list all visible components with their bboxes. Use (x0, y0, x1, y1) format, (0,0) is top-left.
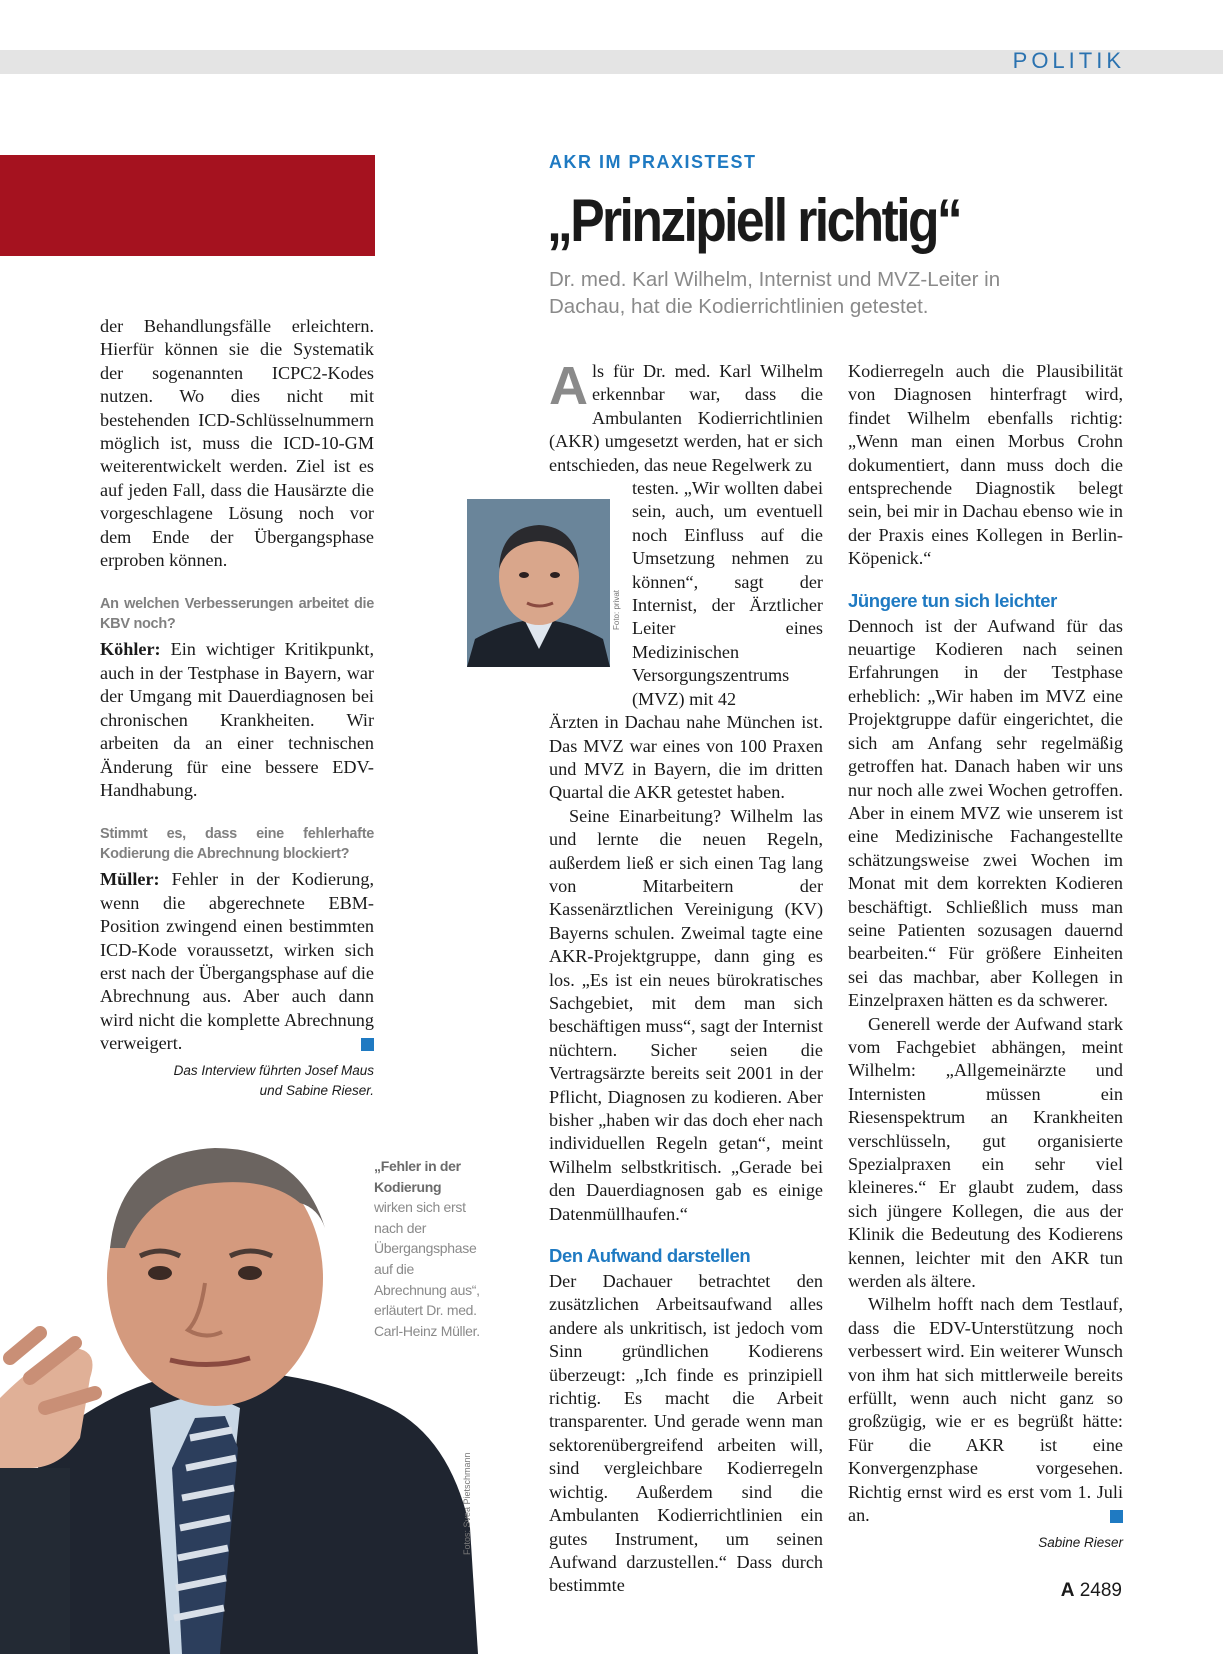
interview-credit (100, 1061, 374, 1101)
paragraph-1b-text: testen. „Wir wollten dabei sein, auch, um eventuell noch Einfluss auf die Umsetzung nehmen zu können“, sagt der Internist, der Ärztlicher Leiter eines Medizinischen Versorgungszentrums (MVZ) mit 42 (632, 478, 823, 709)
pull-quote-lead: „Fehler in der Kodierung (374, 1158, 461, 1195)
article-paragraph-4: Kodierregeln auch die Plausibilität von Diagnosen hinterfragt wird, findet Wilhelm ebenfalls richtig: „Wenn man einen Morbus Crohn dokumentiert, dann muss doch die entsprechende Diagnostik belegt sein, bei mir in Dachau ebenso wie in der Praxis eines Kollegen in Berlin-Köpenick.“ (848, 361, 1123, 569)
article-author: Sabine Rieser (1038, 1534, 1123, 1550)
page-number (1061, 1580, 1122, 1602)
article-paragraph-1a (549, 356, 823, 477)
answer-2-text: Fehler in der Kodierung, wenn die abgerechnete EBM-Position zwingend einen bestimmten ICD-Kode voraussetzt, wirken sich erst nach der Übergangsphase auf die Abrechnung aus. Aber auch dann wird nicht die komplette Abrechnung verweigert. (100, 869, 374, 1054)
credit-line-1: Das Interview führten Josef Maus (173, 1062, 374, 1078)
end-mark-icon (1110, 1510, 1123, 1523)
answer-1-text: Ein wichtiger Kritikpunkt, auch in der Testphase in Bayern, war der Umgang mit Dauerdiagnosen bei chronischen Krankheiten. Wir arbeiten da an einer technischen Änderung für eine bessere EDV-Handhabung. (100, 639, 374, 800)
section-label: POLITIK (1012, 48, 1125, 73)
interview-column (100, 315, 374, 1101)
question-2: Stimmt es, dass eine fehlerhafte Kodierung die Abrechnung blockiert? (100, 826, 374, 863)
article-column-1 (549, 356, 823, 1598)
page-number-value: 2489 (1079, 1580, 1122, 1601)
credit-line-2: und Sabine Rieser. (259, 1082, 374, 1098)
speaker-mueller: Müller: (100, 869, 160, 890)
speaker-koehler: Köhler: (100, 639, 161, 660)
photo-credit-main: Fotos: Svea Pietschmann (462, 1452, 472, 1555)
article-paragraph-6: Generell werde der Aufwand stark vom Fachgebiet abhängen, meint Wilhelm: „Allgemeinärzte und Internisten müssen ein Riesenspektrum an Krankheiten verschlüsseln, gut organisierte Spezialpraxen ein sehr viel kleineres.“ Er glaubt zudem, dass sich jüngere Kollegen, die aus der Klinik die Bedeutung des Kodierens kennen, leichter mit den AKR tun werden als ältere. (848, 1013, 1123, 1292)
answer-1 (100, 638, 374, 802)
article-title: „Prinzipiell richtig“ (547, 187, 961, 254)
article-paragraph-2: Seine Einarbeitung? Wilhelm las und lernte die neuen Regeln, außerdem ließ er sich einen Tag lang von Mitarbeitern der Kassenärztlichen Vereinigung (KV) Bayerns schulen. Zweimal tagte eine AKR-Projektgruppe, dann ging es los. „Es ist ein neues bürokratisches Sachgebiet, mit dem man sich beschäftigen muss“, sagt der Internist nüchtern. Sicher seien die Vertragsärzte bereits seit 2001 in der Pflicht, Diagnosen zu kodieren. Aber bisher „haben wir das doch eher nach individuellen Regeln getan“, meint Wilhelm selbstkritisch. „Gerade bei den Dauerdiagnosen gab es einige Datenmüllhaufen.“ (549, 805, 823, 1224)
article-kicker: AKR IM PRAXISTEST (549, 152, 757, 172)
drop-cap: A (549, 356, 588, 416)
answer-2 (100, 868, 374, 1055)
pull-quote (374, 1156, 480, 1341)
article-subtitle: Dr. med. Karl Wilhelm, Internist und MVZ-Leiter in Dachau, hat die Kodierrichtlinien getestet. (549, 268, 1001, 318)
article-paragraph-3: Der Dachauer betrachtet den zusätzlichen Arbeitsaufwand alles andere als unkritisch, ist jedoch vom Sinn gründlichen Kodierens überzeugt: „Ich finde es prinzipiell richtig. Es macht die Arbeit transparenter. Und gerade wenn man sektorenübergreifend arbeiten will, sind vergleichbare Kodierregeln wichtig. Außerdem sind die Ambulanten Kodierrichtlinien ein gutes Instrument, um seinen Aufwand darzustellen.“ Dass durch bestimmte (549, 1271, 823, 1596)
article-paragraph-1b (632, 477, 823, 711)
question-1: An welchen Verbesserungen arbeitet die KBV noch? (100, 596, 374, 633)
pull-quote-text: wirken sich erst nach der Übergangsphase auf die Abrechnung aus“, erläutert Dr. med. Carl-Heinz Müller. (374, 1199, 480, 1339)
article-paragraph-1c: Ärzten in Dachau nahe München ist. Das MVZ war eines von 100 Praxen und MVZ in Bayern, die im dritten Quartal die AKR getestet haben. (549, 712, 823, 803)
interview-intro: der Behandlungsfälle erleichtern. Hierfür können sie die Systematik der sogenannten ICPC2-Kodes nutzen. Wo dies nicht mit bestehenden ICD-Schlüsselnummern möglich ist, muss die ICD-10-GM weiterentwickelt werden. Ziel ist es auf jeden Fall, dass die Hausärzte die vorgeschlagene Lösung noch vor dem Ende der Übergangsphase erproben können. (100, 316, 374, 571)
journal-letter: A (1060, 1580, 1075, 1601)
red-color-block (0, 155, 375, 256)
article-column-2 (848, 360, 1123, 1553)
end-mark-icon (361, 1038, 374, 1051)
subheading-juengere: Jüngere tun sich leichter (848, 589, 1057, 611)
article-paragraph-5: Dennoch ist der Aufwand für das neuartige Kodieren nach seinen Erfahrungen in der Testphase erheblich: „Wir haben im MVZ eine Projektgruppe dafür eingerichtet, die sich am Anfang sehr regelmäßig getroffen hat. Danach haben wir uns nur noch alle zwei Wochen getroffen. Aber in einem MVZ wie unserem ist eine Medizinische Fachangestellte schätzungsweise zwei Wochen im Monat mit dem korrekten Kodieren beschäftigt. Schließlich muss man seine Patienten sozusagen dauernd bearbeiten.“ Für größere Einheiten sei das machbar, aber Kollegen in Einzelpraxen hätten es da schwerer. (848, 615, 1123, 1011)
paragraph-1a-text: ls für Dr. med. Karl Wilhelm erkennbar war, dass die Ambulanten Kodierrichtlinien (AKR) umgesetzt werden, hat er sich entschieden, das neue Regelwerk zu (549, 361, 823, 475)
photo-credit-portrait: Foto: privat (612, 589, 621, 630)
paragraph-7-text: Wilhelm hofft nach dem Testlauf, dass die EDV-Unterstützung noch verbessert wird. Ein weiterer Wunsch von ihm hat sich mittlerweile bereits erfüllt, wenn auch nicht ganz so großzügig, wie er es begrüßt hätte: Für die AKR ist eine Konvergenzphase vorgesehen. Richtig ernst wird es erst vom 1. Juli an. (848, 1294, 1123, 1526)
article-paragraph-7 (848, 1293, 1123, 1527)
subheading-aufwand: Den Aufwand darstellen (549, 1245, 751, 1267)
